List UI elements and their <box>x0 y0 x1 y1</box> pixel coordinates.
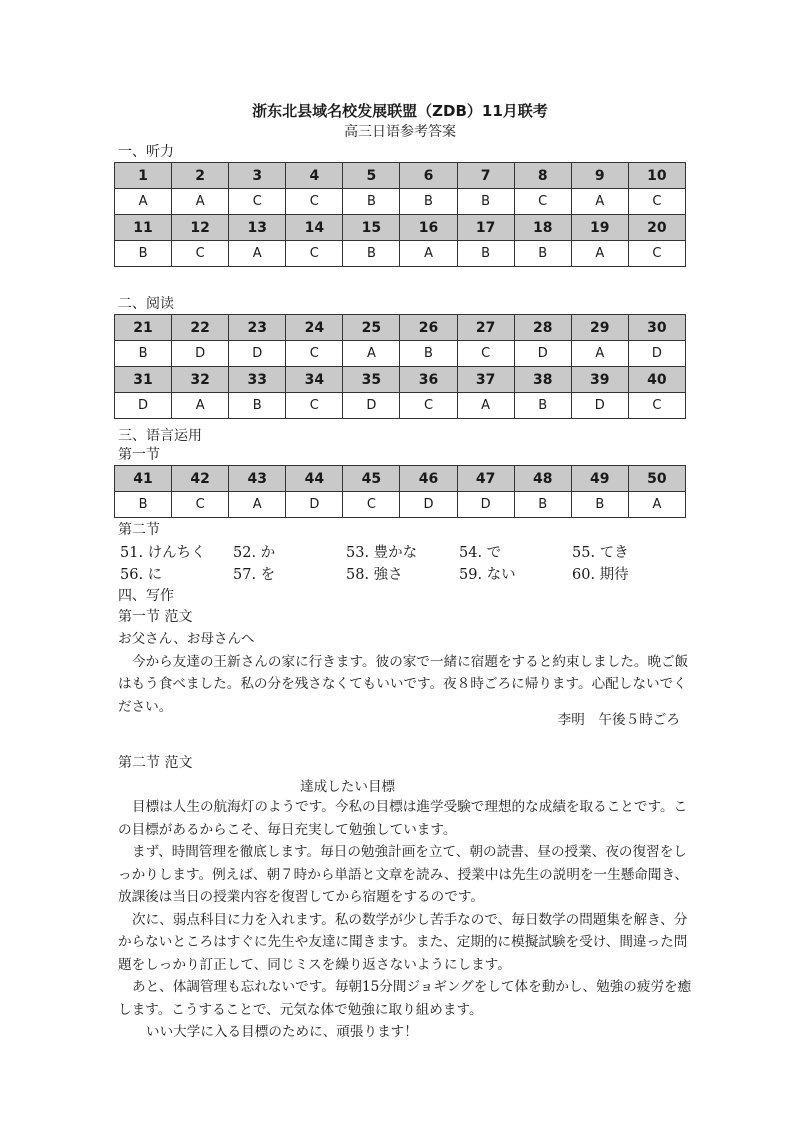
answer-cell: B <box>400 189 457 215</box>
question-number-cell: 45 <box>343 466 400 492</box>
sample-note <box>118 628 693 718</box>
answer-cell: D <box>172 341 229 367</box>
question-number-cell: 39 <box>571 367 628 393</box>
fill-in-answer: 51. けんちく <box>120 545 206 561</box>
answer-cell: B <box>571 492 628 518</box>
answer-cell: C <box>286 189 343 215</box>
answer-cell: D <box>343 393 400 419</box>
answer-cell: D <box>514 341 571 367</box>
fill-in-answer: 59. ない <box>459 567 516 583</box>
question-number-cell: 33 <box>229 367 286 393</box>
note-body: 今から友達の王新さんの家に行きます。彼の家で一緒に宿題をすると約束しました。晩ご飯はもう食べました。私の分を残さなくてもいいです。夜８時ごろに帰ります。心配しないでください。 <box>118 653 689 715</box>
question-number-cell: 28 <box>514 315 571 341</box>
question-number-cell: 1 <box>115 163 172 189</box>
question-number-cell: 42 <box>172 466 229 492</box>
fill-in-answer: 57. を <box>233 567 276 583</box>
question-number-cell: 38 <box>514 367 571 393</box>
question-number-cell: 4 <box>286 163 343 189</box>
answer-cell: B <box>400 341 457 367</box>
answer-cell: A <box>571 241 628 267</box>
essay-paragraph: 目標は人生の航海灯のようです。今私の目標は進学受験で理想的な成績を取ることです。この目標があるからこそ、毎日充実して勉強しています。 <box>118 799 688 838</box>
document-title: 浙东北县域名校发展联盟（ZDB）11月联考 <box>252 102 548 120</box>
question-number-cell: 21 <box>115 315 172 341</box>
writing-part1-heading: 第一节 范文 <box>118 609 193 625</box>
question-number-cell: 46 <box>400 466 457 492</box>
fill-in-answer: 58. 強さ <box>346 567 403 583</box>
answer-row <box>115 189 686 215</box>
answer-cell: B <box>457 241 514 267</box>
reading-answer-table <box>114 314 686 419</box>
question-number-cell: 18 <box>514 215 571 241</box>
fill-in-answer: 55. てき <box>572 545 629 561</box>
answer-row <box>115 492 686 518</box>
question-number-cell: 50 <box>628 466 685 492</box>
answer-cell: A <box>571 189 628 215</box>
answer-cell: A <box>571 341 628 367</box>
answer-cell: D <box>400 492 457 518</box>
question-number-cell: 3 <box>229 163 286 189</box>
question-number-cell: 22 <box>172 315 229 341</box>
answer-cell: C <box>229 189 286 215</box>
section-language-heading: 三、语言运用 <box>118 428 202 444</box>
answer-cell: D <box>457 492 514 518</box>
question-number-cell: 29 <box>571 315 628 341</box>
answer-cell: C <box>286 241 343 267</box>
answer-cell: B <box>514 393 571 419</box>
question-number-cell: 32 <box>172 367 229 393</box>
answer-cell: C <box>457 341 514 367</box>
section-reading-heading: 二、阅读 <box>118 296 174 312</box>
question-number-cell: 24 <box>286 315 343 341</box>
question-number-row <box>115 215 686 241</box>
question-number-cell: 31 <box>115 367 172 393</box>
fill-in-answer: 53. 豊かな <box>346 545 418 561</box>
question-number-cell: 25 <box>343 315 400 341</box>
answer-cell: A <box>343 341 400 367</box>
question-number-cell: 15 <box>343 215 400 241</box>
fill-in-answer: 54. で <box>459 545 502 561</box>
answer-cell: C <box>514 189 571 215</box>
essay-paragraph: いい大学に入る目標のために、頑張ります！ <box>146 1024 418 1040</box>
essay-title: 達成したい目標 <box>300 779 396 795</box>
question-number-cell: 6 <box>400 163 457 189</box>
answer-cell: A <box>457 393 514 419</box>
question-number-cell: 27 <box>457 315 514 341</box>
essay-paragraph: 次に、弱点科目に力を入れます。私の数学が少し苦手なので、毎日数学の問題集を解き、分からないところはすぐに先生や友達に聞きます。また、定期的に模擬試験を受け、間違った問題をしっかり訂正して、同じミスを繰り返さないようにします。 <box>118 911 688 973</box>
question-number-cell: 20 <box>628 215 685 241</box>
fill-in-answer: 60. 期待 <box>572 567 629 583</box>
fill-in-answer: 56. に <box>120 567 163 583</box>
question-number-cell: 17 <box>457 215 514 241</box>
document-subtitle: 高三日语参考答案 <box>344 124 456 140</box>
question-number-cell: 11 <box>115 215 172 241</box>
question-number-row <box>115 367 686 393</box>
answer-cell: A <box>115 189 172 215</box>
question-number-cell: 14 <box>286 215 343 241</box>
answer-cell: B <box>514 241 571 267</box>
answer-cell: A <box>229 241 286 267</box>
question-number-cell: 12 <box>172 215 229 241</box>
answer-cell: B <box>115 492 172 518</box>
answer-cell: C <box>343 492 400 518</box>
question-number-cell: 43 <box>229 466 286 492</box>
answer-cell: B <box>115 341 172 367</box>
answer-cell: B <box>115 241 172 267</box>
answer-cell: D <box>628 341 685 367</box>
answer-cell: B <box>457 189 514 215</box>
sample-essay <box>118 796 693 1044</box>
question-number-cell: 40 <box>628 367 685 393</box>
question-number-cell: 2 <box>172 163 229 189</box>
question-number-cell: 19 <box>571 215 628 241</box>
answer-cell: A <box>172 393 229 419</box>
answer-cell: B <box>514 492 571 518</box>
question-number-cell: 13 <box>229 215 286 241</box>
question-number-cell: 16 <box>400 215 457 241</box>
note-greeting: お父さん、お母さんへ <box>118 631 255 647</box>
answer-cell: D <box>115 393 172 419</box>
answer-cell: C <box>172 492 229 518</box>
answer-cell: C <box>286 393 343 419</box>
question-number-cell: 5 <box>343 163 400 189</box>
listening-answer-table <box>114 162 686 267</box>
language-part2-heading: 第二节 <box>118 522 160 538</box>
question-number-cell: 23 <box>229 315 286 341</box>
question-number-cell: 36 <box>400 367 457 393</box>
question-number-cell: 30 <box>628 315 685 341</box>
question-number-row <box>115 163 686 189</box>
fill-in-answer: 52. か <box>233 545 276 561</box>
question-number-cell: 8 <box>514 163 571 189</box>
answer-cell: C <box>628 393 685 419</box>
section-listening-heading: 一、听力 <box>118 144 174 160</box>
question-number-cell: 9 <box>571 163 628 189</box>
question-number-cell: 41 <box>115 466 172 492</box>
answer-cell: A <box>628 492 685 518</box>
answer-cell: C <box>286 341 343 367</box>
note-signature: 李明 午後５時ごろ <box>557 712 680 728</box>
answer-cell: D <box>571 393 628 419</box>
language-part1-heading: 第一节 <box>118 447 160 463</box>
answer-cell: A <box>400 241 457 267</box>
answer-row <box>115 341 686 367</box>
essay-paragraph: まず、時間管理を徹底します。毎日の勉強計画を立て、朝の読書、昼の授業、夜の復習をしっかりします。例えば、朝７時から単語と文章を読み、授業中は先生の説明を一生懸命聞き、放課後は当日の授業内容を復習してから宿題をするのです。 <box>118 844 689 905</box>
question-number-cell: 7 <box>457 163 514 189</box>
answer-cell: D <box>229 341 286 367</box>
answer-row <box>115 393 686 419</box>
question-number-cell: 37 <box>457 367 514 393</box>
answer-cell: A <box>229 492 286 518</box>
question-number-cell: 47 <box>457 466 514 492</box>
answer-cell: C <box>628 241 685 267</box>
question-number-cell: 48 <box>514 466 571 492</box>
fill-in-answers <box>120 541 660 585</box>
question-number-cell: 34 <box>286 367 343 393</box>
essay-paragraph: あと、体調管理も忘れないです。毎朝15分間ジョギングをして体を動かし、勉強の疲労を癒します。こうすることで、元気な体で勉強に取り組めます。 <box>118 979 692 1018</box>
question-number-cell: 44 <box>286 466 343 492</box>
answer-cell: C <box>172 241 229 267</box>
answer-cell: B <box>343 241 400 267</box>
answer-cell: B <box>343 189 400 215</box>
answer-cell: C <box>400 393 457 419</box>
question-number-cell: 35 <box>343 367 400 393</box>
answer-cell: D <box>286 492 343 518</box>
answer-cell: A <box>172 189 229 215</box>
question-number-row <box>115 466 686 492</box>
question-number-cell: 26 <box>400 315 457 341</box>
writing-part2-heading: 第二节 范文 <box>118 755 193 771</box>
answer-cell: C <box>628 189 685 215</box>
answer-row <box>115 241 686 267</box>
question-number-cell: 10 <box>628 163 685 189</box>
question-number-cell: 49 <box>571 466 628 492</box>
language-answer-table <box>114 465 686 518</box>
answer-cell: B <box>229 393 286 419</box>
section-writing-heading: 四、写作 <box>118 588 174 604</box>
question-number-row <box>115 315 686 341</box>
